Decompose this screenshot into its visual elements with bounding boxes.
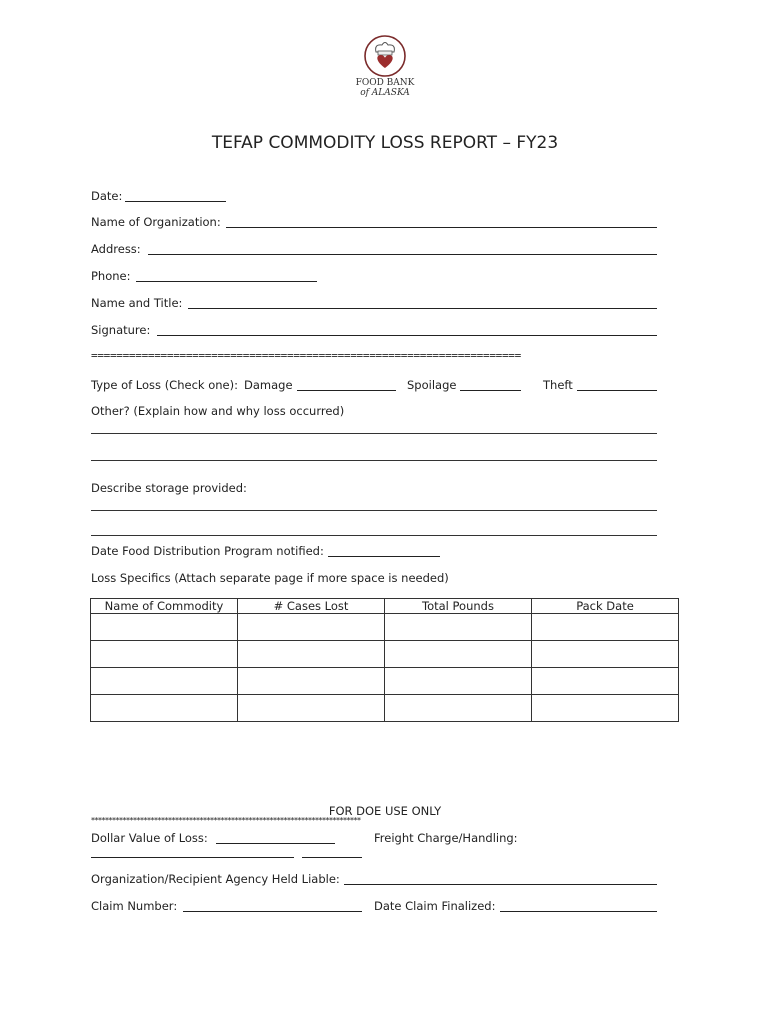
name-title-label: Name and Title: [91, 296, 183, 310]
loss-specifics-table [90, 598, 679, 722]
signature-row [91, 323, 657, 339]
storage-label: Describe storage provided: [91, 481, 247, 495]
table-cell[interactable] [91, 695, 238, 722]
loss-type-label: Type of Loss (Check one): [91, 378, 238, 392]
header-total-pounds: Total Pounds [385, 599, 532, 614]
doe-heading: FOR DOE USE ONLY [328, 804, 442, 818]
phone-field[interactable] [136, 281, 317, 282]
table-header-row [91, 599, 679, 614]
damage-label: Damage [244, 378, 293, 392]
damage-field[interactable] [297, 390, 396, 391]
table-cell[interactable] [238, 668, 385, 695]
dollar-value-label: Dollar Value of Loss: [91, 831, 208, 845]
table-cell[interactable] [238, 695, 385, 722]
table-cell[interactable] [91, 641, 238, 668]
notified-label: Date Food Distribution Program notified: [91, 544, 324, 558]
table-cell[interactable] [532, 695, 679, 722]
liable-label: Organization/Recipient Agency Held Liable: [91, 872, 340, 886]
other-line-1[interactable] [91, 433, 657, 434]
address-label: Address: [91, 242, 141, 256]
signature-field[interactable] [157, 335, 657, 336]
table-cell[interactable] [238, 614, 385, 641]
table-row [91, 668, 679, 695]
claim-row [91, 899, 657, 915]
logo-line1: FOOD BANK [355, 78, 415, 88]
address-field[interactable] [148, 254, 657, 255]
date-field[interactable] [125, 201, 226, 202]
storage-line-1[interactable] [91, 510, 657, 511]
freight-field-1[interactable] [91, 857, 294, 858]
separator-line: ==================================================================== [91, 349, 521, 362]
food-bank-logo [350, 34, 420, 98]
organization-field[interactable] [226, 227, 657, 228]
header-commodity: Name of Commodity [91, 599, 238, 614]
freight-label: Freight Charge/Handling: [374, 831, 518, 845]
table-row [91, 641, 679, 668]
table-cell[interactable] [532, 668, 679, 695]
dollar-value-field[interactable] [216, 843, 335, 844]
other-line-2[interactable] [91, 460, 657, 461]
table-row [91, 695, 679, 722]
spoilage-label: Spoilage [407, 378, 457, 392]
name-title-field[interactable] [188, 308, 657, 309]
table-row [91, 614, 679, 641]
storage-line-2[interactable] [91, 535, 657, 536]
date-finalized-label: Date Claim Finalized: [374, 899, 496, 913]
date-label: Date: [91, 189, 123, 203]
table-cell[interactable] [385, 668, 532, 695]
page-title: TEFAP COMMODITY LOSS REPORT – FY23 [211, 133, 559, 153]
chef-heart-icon [363, 34, 407, 78]
notified-field[interactable] [328, 556, 440, 557]
table-cell[interactable] [385, 641, 532, 668]
liable-field[interactable] [344, 884, 657, 885]
specifics-label: Loss Specifics (Attach separate page if more space is needed) [91, 571, 449, 585]
table-cell[interactable] [385, 614, 532, 641]
notified-row [91, 544, 451, 560]
organization-row [91, 215, 657, 231]
organization-label: Name of Organization: [91, 215, 221, 229]
table-cell[interactable] [91, 668, 238, 695]
theft-field[interactable] [577, 390, 657, 391]
freight-field-2[interactable] [302, 857, 362, 858]
address-row [91, 242, 657, 258]
claim-number-field[interactable] [183, 911, 362, 912]
name-title-row [91, 296, 657, 312]
other-label: Other? (Explain how and why loss occurred) [91, 404, 345, 418]
theft-label: Theft [543, 378, 573, 392]
date-finalized-field[interactable] [500, 911, 657, 912]
table-cell[interactable] [238, 641, 385, 668]
table-cell[interactable] [385, 695, 532, 722]
claim-number-label: Claim Number: [91, 899, 178, 913]
phone-label: Phone: [91, 269, 131, 283]
dollar-value-row [91, 831, 657, 847]
table-cell[interactable] [91, 614, 238, 641]
logo-line2: of ALASKA [360, 88, 410, 98]
stars-separator: ***************************************************************************** [91, 817, 361, 825]
header-cases-lost: # Cases Lost [238, 599, 385, 614]
table-cell[interactable] [532, 614, 679, 641]
logo-text [350, 78, 420, 98]
table-cell[interactable] [532, 641, 679, 668]
loss-type-row [91, 378, 657, 394]
spoilage-field[interactable] [460, 390, 521, 391]
header-pack-date: Pack Date [532, 599, 679, 614]
signature-label: Signature: [91, 323, 151, 337]
liable-row [91, 872, 657, 888]
